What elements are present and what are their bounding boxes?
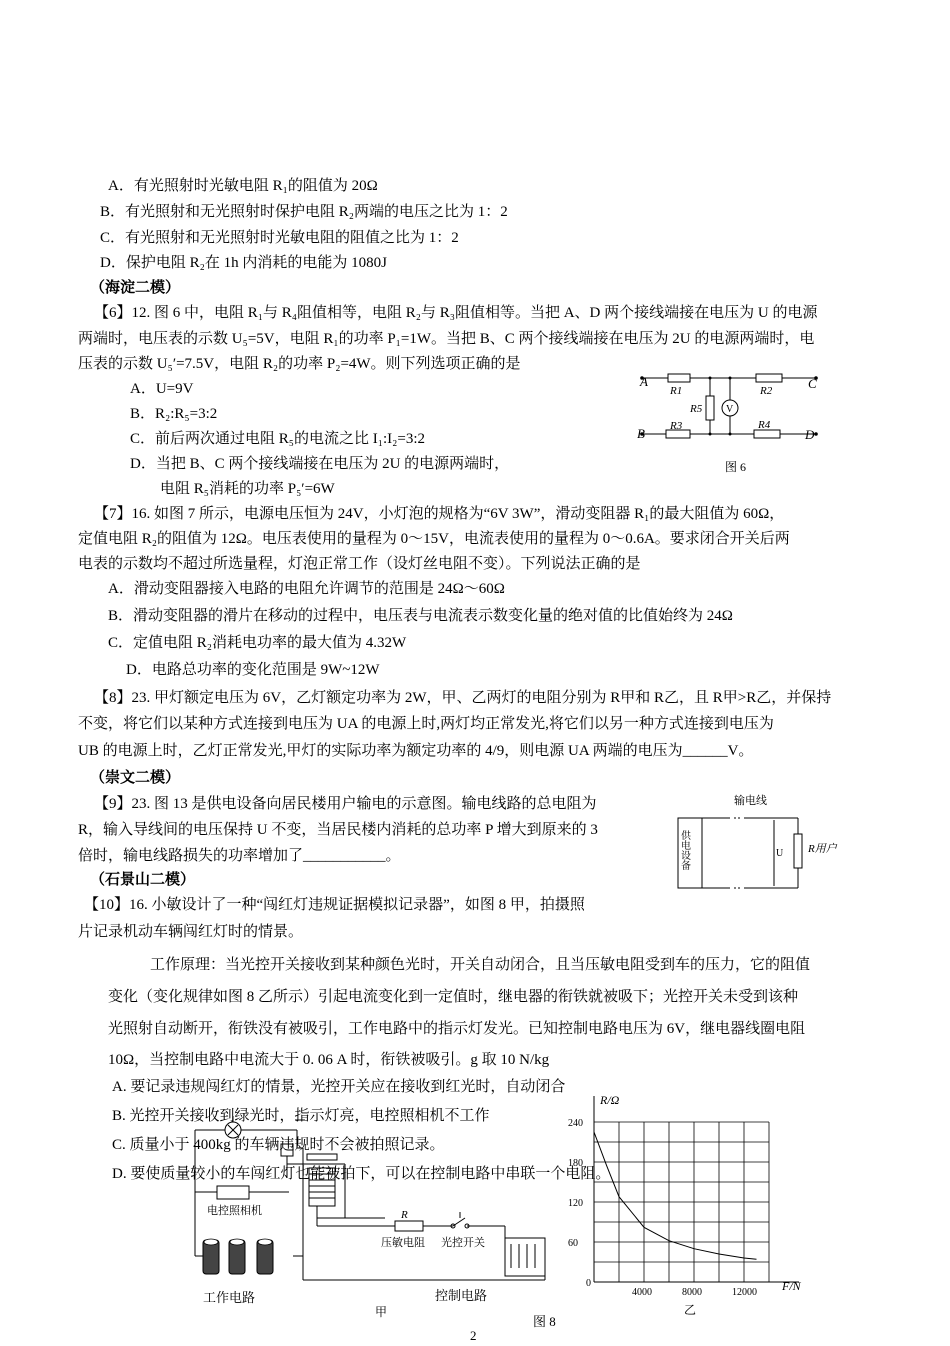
q7-option-c: C．定值电阻 R₂消耗电功率的最大值为 4.32W	[108, 635, 407, 651]
label-u: U	[776, 848, 784, 859]
q9-line-2: R，输入导线间的电压保持 U 不变，当居民楼内消耗的总功率 P 增大到原来的 3	[78, 822, 598, 838]
q10-line-1: 【10】16. 小敏设计了一种“闯红灯违规证据模拟记录器”，如图 8 甲，拍摄照	[84, 897, 585, 913]
label-r1: R1	[670, 385, 683, 397]
figure-13-transmission	[670, 790, 850, 900]
label-r2: R2	[760, 385, 773, 397]
q7-option-a: A．滑动变阻器接入电路的电阻允许调节的范围是 24Ω～60Ω	[108, 581, 505, 597]
q7-option-d: D．电路总功率的变化范围是 9W~12W	[126, 662, 380, 678]
page-number: 2	[470, 1328, 477, 1343]
q10-option-c: C. 质量小于 400kg 的车辆违规时不会被拍照记录。	[112, 1137, 445, 1153]
figure-8-device	[185, 1108, 555, 1323]
q10-option-b: B. 光控开关接收到绿光时，指示灯亮，电控照相机不工作	[112, 1108, 490, 1124]
q7-line-1: 【7】16. 如图 7 所示，电源电压恒为 24V，小灯泡的规格为“6V 3W”，滑动变阻器 R₁的最大阻值为 60Ω，	[94, 506, 785, 522]
figure-8-caption: 图 8	[533, 1314, 556, 1329]
q10-principle-2: 变化（变化规律如图 8 乙所示）引起电流变化到一定值时，继电器的衔铁就被吸下；光控开关未受到该种	[108, 989, 799, 1005]
option-c: C．有光照射和无光照射时光敏电阻的阻值之比为 1：2	[100, 230, 459, 246]
label-r: R	[401, 1209, 408, 1221]
label-r3: R3	[670, 420, 683, 432]
q6-option-c: C．前后两次通过电阻 R₅的电流之比 I₁:I₂=3:2	[130, 431, 425, 447]
section-chongwen: （崇文二模）	[90, 770, 181, 786]
q6-option-a: A．U=9V	[130, 381, 194, 397]
label-pressure-resistor: 压敏电阻	[381, 1237, 425, 1249]
q7-line-2: 定值电阻 R₂的阻值为 12Ω。电压表使用的量程为 0～15V，电流表使用的量程为 0～0.6A。要求闭合开关后两	[78, 531, 790, 547]
chart-y-tick-label: 240	[568, 1118, 583, 1129]
q8-line-1: 【8】23. 甲灯额定电压为 6V，乙灯额定功率为 2W，甲、乙两灯的电阻分别为 R甲和 R乙，且 R甲>R乙，并保持	[94, 690, 832, 706]
label-power-device: 供电设备	[678, 830, 690, 870]
q8-line-2: 不变，将它们以某种方式连接到电压为 UA 的电源上时,两灯均正常发光,将它们以另一种方式连接到电压为	[78, 716, 774, 732]
q10-principle-4: 10Ω，当控制电路中电流大于 0. 06 A 时，衔铁被吸引。g 取 10 N/kg	[108, 1052, 550, 1068]
q10-option-a: A. 要记录违规闯红灯的情景，光控开关应在接收到红光时，自动闭合	[112, 1079, 566, 1095]
chart-x-tick-label: 12000	[732, 1287, 757, 1298]
option-a: A．有光照射时光敏电阻 R₁的阻值为 20Ω	[108, 178, 378, 194]
q6-option-d: D．当把 B、C 两个接线端接在电压为 2U 的电源两端时，	[130, 456, 510, 472]
q9-line-3: 倍时，输电线路损失的功率增加了___________。	[78, 848, 401, 864]
chart-xlabel: F/N	[782, 1279, 801, 1293]
chart-x-tick-label: 4000	[632, 1287, 652, 1298]
label-yi: 乙	[684, 1303, 697, 1317]
label-a: A	[640, 374, 648, 389]
figure-6-caption: 图 6	[725, 460, 747, 474]
q8-line-3: UB 的电源上时，乙灯正常发光,甲灯的实际功率为额定功率的 4/9，则电源 UA 两端的电压为______V。	[78, 743, 754, 759]
q10-option-d: D. 要使质量较小的车闯红灯也能被拍下，可以在控制电路中串联一个电阻。	[112, 1166, 611, 1182]
chart-y-tick-label: 180	[568, 1158, 583, 1169]
chart-y-tick-label: 60	[568, 1238, 578, 1249]
q10-principle-3: 光照射自动断开，衔铁没有被吸引，工作电路中的指示灯发光。已知控制电路电压为 6V，继电器线圈电阻	[108, 1021, 806, 1037]
label-light-switch: 光控开关	[441, 1237, 485, 1249]
label-camera: 电控照相机	[207, 1205, 262, 1217]
voltmeter-icon: V	[726, 404, 734, 415]
q9-line-1: 【9】23. 图 13 是供电设备向居民楼用户输电的示意图。输电线路的总电阻为	[94, 796, 597, 812]
figure-8-chart	[560, 1088, 810, 1318]
q7-line-3: 电表的示数均不超过所选量程，灯泡正常工作（设灯丝电阻不变）。下列说法正确的是	[78, 556, 641, 572]
label-transmission-line: 输电线	[734, 795, 767, 807]
q6-option-d-cont: 电阻 R₅消耗的功率 P₅′=6W	[160, 481, 335, 497]
label-b: B	[637, 426, 645, 441]
q6-line-1: 【6】12. 图 6 中，电阻 R₁与 R₄阻值相等，电阻 R₂与 R₃阻值相等。当把 A、D 两个接线端接在电压为 U 的电源	[94, 305, 818, 321]
label-working-circuit: 工作电路	[203, 1290, 256, 1305]
label-r-user: R用户	[808, 843, 837, 855]
option-d: D．保护电阻 R₂在 1h 内消耗的电能为 1080J	[100, 255, 387, 271]
q7-option-b: B．滑动变阻器的滑片在移动的过程中，电压表与电流表示数变化量的绝对值的比值始终为 24Ω	[108, 608, 733, 624]
label-r4: R4	[758, 419, 771, 431]
q10-line-2: 片记录机动车辆闯红灯时的情景。	[78, 924, 304, 940]
label-control-circuit: 控制电路	[435, 1288, 488, 1303]
chart-x-tick-label: 8000	[682, 1287, 702, 1298]
section-shijingshan: （石景山二模）	[90, 872, 196, 888]
chart-y-tick-label: 120	[568, 1198, 583, 1209]
option-b: B．有光照射和无光照射时保护电阻 R₂两端的电压之比为 1：2	[100, 204, 508, 220]
chart-x-tick-label: 0	[586, 1278, 591, 1289]
q10-principle-1: 工作原理：当光控开关接收到某种颜色光时，开关自动闭合，且当压敏电阻受到车的压力，它的阻值	[150, 957, 811, 973]
label-c: C	[808, 376, 817, 391]
chart-series-r-f	[594, 1132, 757, 1259]
chart-ylabel: R/Ω	[600, 1093, 620, 1107]
q6-line-3: 压表的示数 U₅′=7.5V，电阻 R₂的功率 P₂=4W。则下列选项正确的是	[78, 356, 521, 372]
q6-option-b: B．R₂:R₅=3:2	[130, 406, 218, 422]
figure-6-circuit	[630, 368, 830, 478]
q6-line-2: 两端时，电压表的示数 U₅=5V，电阻 R₁的功率 P₁=1W。当把 B、C 两个接线端接在电压为 2U 的电源两端时，电	[78, 331, 815, 347]
label-r5: R5	[690, 403, 703, 415]
label-d: D	[805, 427, 815, 442]
label-jia: 甲	[375, 1305, 388, 1319]
section-haidian: （海淀二模）	[90, 280, 181, 296]
